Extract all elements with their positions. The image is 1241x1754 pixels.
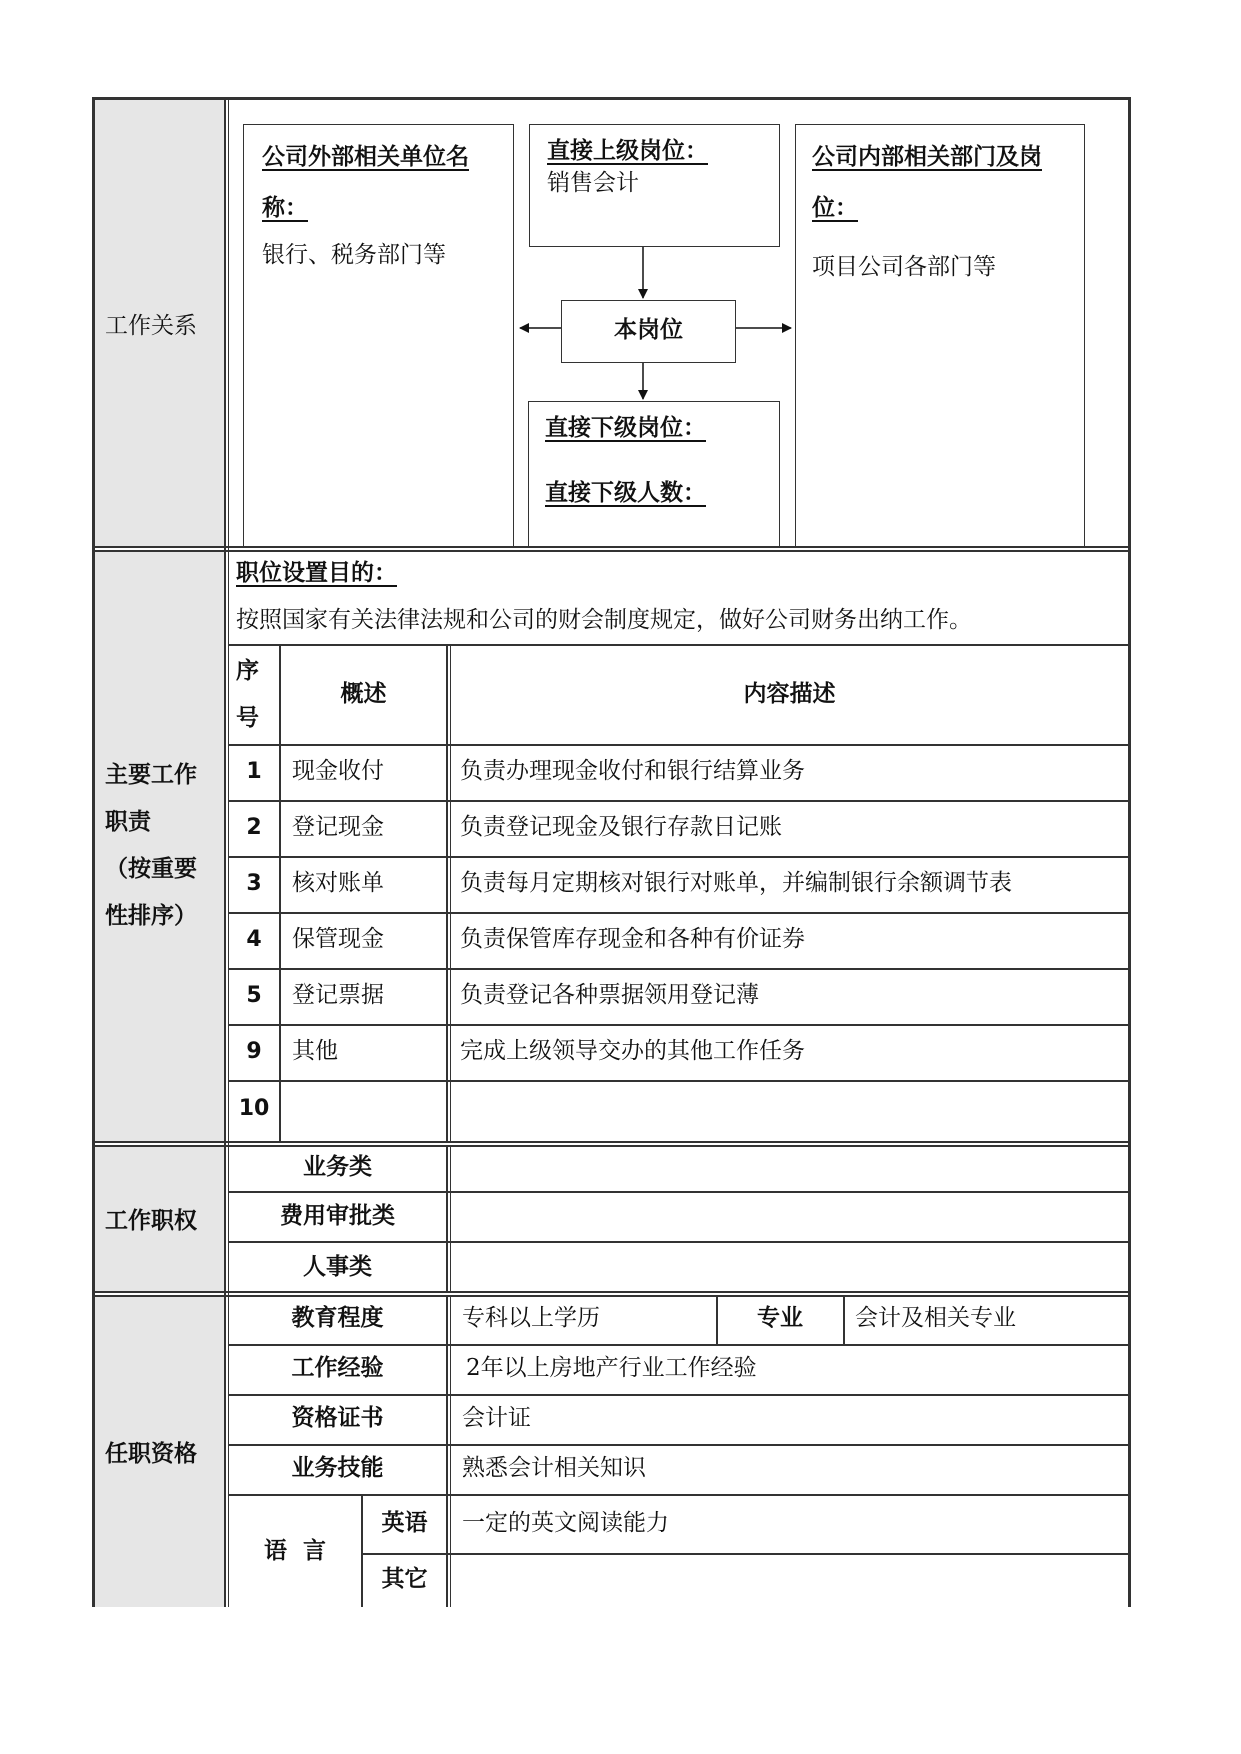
english-value: 一定的英文阅读能力 bbox=[462, 1510, 669, 1536]
superior-title: 直接上级岗位： bbox=[547, 138, 708, 164]
external-units-title: 公司外部相关单位名 bbox=[262, 144, 469, 170]
relation-arrows bbox=[0, 0, 1241, 600]
skills-value: 熟悉会计相关知识 bbox=[462, 1455, 646, 1481]
certificate-label: 资格证书 bbox=[291, 1405, 384, 1431]
duty-summary: 登记现金 bbox=[292, 814, 384, 840]
purpose-text: 按照国家有关法律法规和公司的财会制度规定，做好公司财务出纳工作。 bbox=[236, 607, 972, 633]
grid-line bbox=[229, 744, 1128, 746]
skills-label: 业务技能 bbox=[291, 1455, 384, 1481]
internal-depts-title: 公司内部相关部门及岗 bbox=[812, 144, 1042, 170]
grid-line bbox=[450, 644, 451, 1141]
work-relations-label: 工作关系 bbox=[105, 313, 197, 339]
grid-line bbox=[361, 1553, 1128, 1555]
superior-content: 销售会计 bbox=[547, 170, 639, 196]
duties-header-summary: 概述 bbox=[340, 681, 387, 707]
duty-description: 负责保管库存现金和各种有价证券 bbox=[460, 926, 805, 952]
section-label-qualifications bbox=[95, 1295, 225, 1607]
qualifications-label: 任职资格 bbox=[105, 1440, 197, 1467]
grid-line bbox=[229, 1024, 1128, 1026]
grid-line bbox=[229, 1444, 1128, 1446]
other-language-label: 其它 bbox=[381, 1566, 428, 1592]
education-label: 教育程度 bbox=[291, 1305, 384, 1331]
authority-business: 业务类 bbox=[303, 1154, 372, 1180]
subordinate-count-label: 直接下级人数： bbox=[545, 480, 706, 506]
duties-label-line: （按重要 bbox=[105, 856, 197, 882]
grid-line bbox=[229, 1494, 1128, 1496]
section-divider bbox=[95, 1291, 1128, 1293]
duty-no: 9 bbox=[246, 1039, 262, 1064]
internal-depts-title: 位： bbox=[812, 195, 858, 221]
duties-header-description: 内容描述 bbox=[743, 681, 836, 707]
authority-expense: 费用审批类 bbox=[280, 1203, 395, 1229]
duty-summary: 现金收付 bbox=[292, 758, 384, 784]
grid-line bbox=[446, 1145, 448, 1292]
grid-line bbox=[229, 856, 1128, 858]
authority-hr: 人事类 bbox=[303, 1254, 372, 1280]
grid-line bbox=[229, 1241, 1128, 1243]
duties-label-line: 主要工作 bbox=[105, 762, 197, 788]
certificate-value: 会计证 bbox=[462, 1405, 531, 1431]
authority-label: 工作职权 bbox=[105, 1208, 197, 1234]
grid-line bbox=[229, 1394, 1128, 1396]
experience-value: 2年以上房地产行业工作经验 bbox=[466, 1355, 757, 1381]
this-position-label: 本岗位 bbox=[614, 317, 683, 343]
major-label: 专业 bbox=[757, 1305, 803, 1331]
section-divider bbox=[95, 1295, 1128, 1297]
grid-line bbox=[229, 1080, 1128, 1082]
section-label-duties bbox=[95, 550, 225, 1142]
english-label: 英语 bbox=[381, 1510, 428, 1536]
duty-no: 2 bbox=[246, 815, 262, 840]
duty-description: 完成上级领导交办的其他工作任务 bbox=[460, 1038, 805, 1064]
duty-summary: 核对账单 bbox=[292, 870, 384, 896]
duty-description: 负责登记现金及银行存款日记账 bbox=[460, 814, 782, 840]
grid-line bbox=[229, 912, 1128, 914]
purpose-title: 职位设置目的： bbox=[236, 560, 397, 586]
duty-no: 10 bbox=[238, 1096, 270, 1121]
duties-header-no: 序 bbox=[236, 658, 259, 684]
duty-no: 1 bbox=[246, 759, 262, 784]
education-value: 专科以上学历 bbox=[462, 1305, 600, 1331]
duty-summary: 登记票据 bbox=[292, 982, 384, 1008]
grid-line bbox=[450, 1145, 451, 1292]
grid-line bbox=[446, 1295, 448, 1607]
duty-description: 负责每月定期核对银行对账单，并编制银行余额调节表 bbox=[460, 870, 1012, 896]
external-units-content: 银行、税务部门等 bbox=[262, 242, 446, 268]
grid-line bbox=[229, 644, 1128, 646]
language-label: 语 言 bbox=[263, 1538, 326, 1564]
duty-description: 负责办理现金收付和银行结算业务 bbox=[460, 758, 805, 784]
duty-no: 3 bbox=[246, 871, 262, 896]
duties-header-no: 号 bbox=[236, 705, 259, 731]
grid-line bbox=[229, 800, 1128, 802]
internal-depts-content: 项目公司各部门等 bbox=[812, 254, 996, 280]
duties-label-line: 职责 bbox=[105, 809, 151, 835]
section-label-authority bbox=[95, 1145, 225, 1292]
duty-summary: 其他 bbox=[292, 1038, 338, 1064]
experience-label: 工作经验 bbox=[291, 1355, 384, 1381]
grid-line bbox=[229, 968, 1128, 970]
section-divider bbox=[95, 1145, 1128, 1147]
grid-line bbox=[229, 1344, 1128, 1346]
major-value: 会计及相关专业 bbox=[855, 1305, 1016, 1331]
subordinate-title: 直接下级岗位： bbox=[545, 415, 706, 441]
grid-line bbox=[446, 644, 448, 1141]
duties-label-line: 性排序） bbox=[105, 903, 197, 929]
grid-line bbox=[843, 1295, 845, 1344]
duty-description: 负责登记各种票据领用登记薄 bbox=[460, 982, 759, 1008]
section-divider bbox=[95, 1141, 1128, 1143]
duty-summary: 保管现金 bbox=[292, 926, 384, 952]
duty-no: 5 bbox=[246, 983, 262, 1008]
grid-line bbox=[279, 644, 281, 1141]
grid-line bbox=[229, 1191, 1128, 1193]
external-units-title: 称： bbox=[262, 195, 308, 221]
duty-no: 4 bbox=[246, 927, 262, 952]
grid-line bbox=[450, 1295, 451, 1607]
